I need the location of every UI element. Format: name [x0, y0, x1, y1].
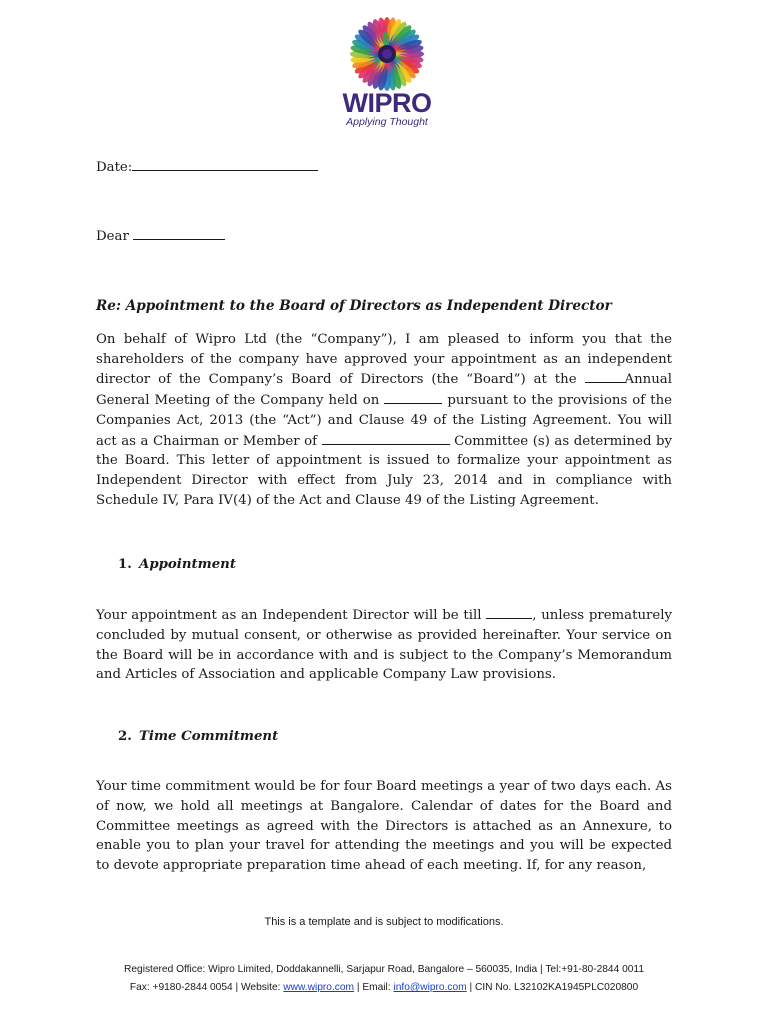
section-title: Appointment — [139, 557, 236, 573]
page-footer — [0, 961, 768, 997]
date-blank[interactable] — [132, 156, 318, 171]
intro-text-d: Committee (s) as determined by the Board. This letter of appointment is issued to formalize your appointment as Independent Director with effect from July 23, 2014 and in compliance with Schedule IV, Para IV(4) of the Act and Clause 49 of the Listing Agreement. — [96, 433, 673, 508]
intro-text-a: On behalf of Wipro Ltd (the “Company”), I am pleased to inform you that the shareholders of the company have approved your appointment as an independent director of the Company’s Board of Directors (the “Board”) at the — [96, 332, 672, 388]
cin-text: | CIN No. L32102KA1945PLC020800 — [466, 982, 639, 993]
time-commitment-paragraph: Your time commitment would be for four Board meetings a year of two days each. As of now, we hold all meetings at Bangalore. Calendar of dates for the Board and Committee meetings as agreed with the Directors is attached as an Annexure, to enable you to plan your travel for attending the meetings and you will be expected to devote appropriate preparation time ahead of each meeting. If, for any reason, — [96, 779, 672, 873]
logo-tagline: Applying Thought — [346, 116, 428, 128]
email-link[interactable]: info@wipro.com — [393, 982, 467, 993]
appointment-text-b: , unless prematurely concluded by mutual consent, or otherwise as provided hereinafter. Your service on the Board will be in accordance with and is subject to the Company’s Memorandum and Articles of Association and applicable Company Law provisions. — [96, 608, 672, 683]
logo-wordmark: WIPRO — [342, 88, 432, 118]
section-title: Time Commitment — [139, 729, 279, 745]
term-blank[interactable] — [486, 605, 532, 619]
salutation-blank[interactable] — [133, 225, 225, 240]
appointment-paragraph — [96, 605, 672, 685]
section-heading-time-commitment — [96, 727, 672, 747]
sunflower-logo-icon — [344, 16, 430, 92]
subject-line: Re: Appointment to the Board of Directors as Independent Director — [96, 298, 612, 314]
registered-office: Registered Office: Wipro Limited, Doddakannelli, Sarjapur Road, Bangalore – 560035, India | Tel:+91-80-2844 0011 — [124, 964, 644, 975]
wipro-logo — [334, 16, 440, 134]
meeting-date-blank[interactable] — [384, 390, 442, 404]
contact-line — [0, 979, 768, 997]
intro-text-c: pursuant to the provisions of the Companies Act, 2013 (the “Act”) and Clause 49 of the Listing Agreement. You will act as a Chairman or Member of — [96, 393, 672, 449]
salutation-label: Dear — [96, 229, 129, 244]
letter-body — [96, 156, 672, 876]
salutation-line — [96, 225, 672, 245]
website-link[interactable]: www.wipro.com — [283, 982, 355, 993]
section-number: 2. — [118, 729, 132, 745]
template-note: This is a template and is subject to modifications. — [264, 916, 504, 928]
committee-blank[interactable] — [322, 431, 450, 445]
date-label: Date: — [96, 160, 133, 175]
section-number: 1. — [118, 557, 132, 573]
date-line — [96, 156, 672, 176]
intro-text-b: Annual General Meeting of the Company held on — [96, 372, 672, 409]
appointment-text-a: Your appointment as an Independent Director will be till — [96, 608, 487, 624]
email-label: | Email: — [354, 982, 394, 993]
intro-paragraph — [96, 330, 672, 510]
agm-blank[interactable] — [585, 369, 625, 383]
fax-text: Fax: +9180-2844 0054 | Website: — [129, 982, 284, 993]
section-heading-appointment — [96, 555, 672, 575]
